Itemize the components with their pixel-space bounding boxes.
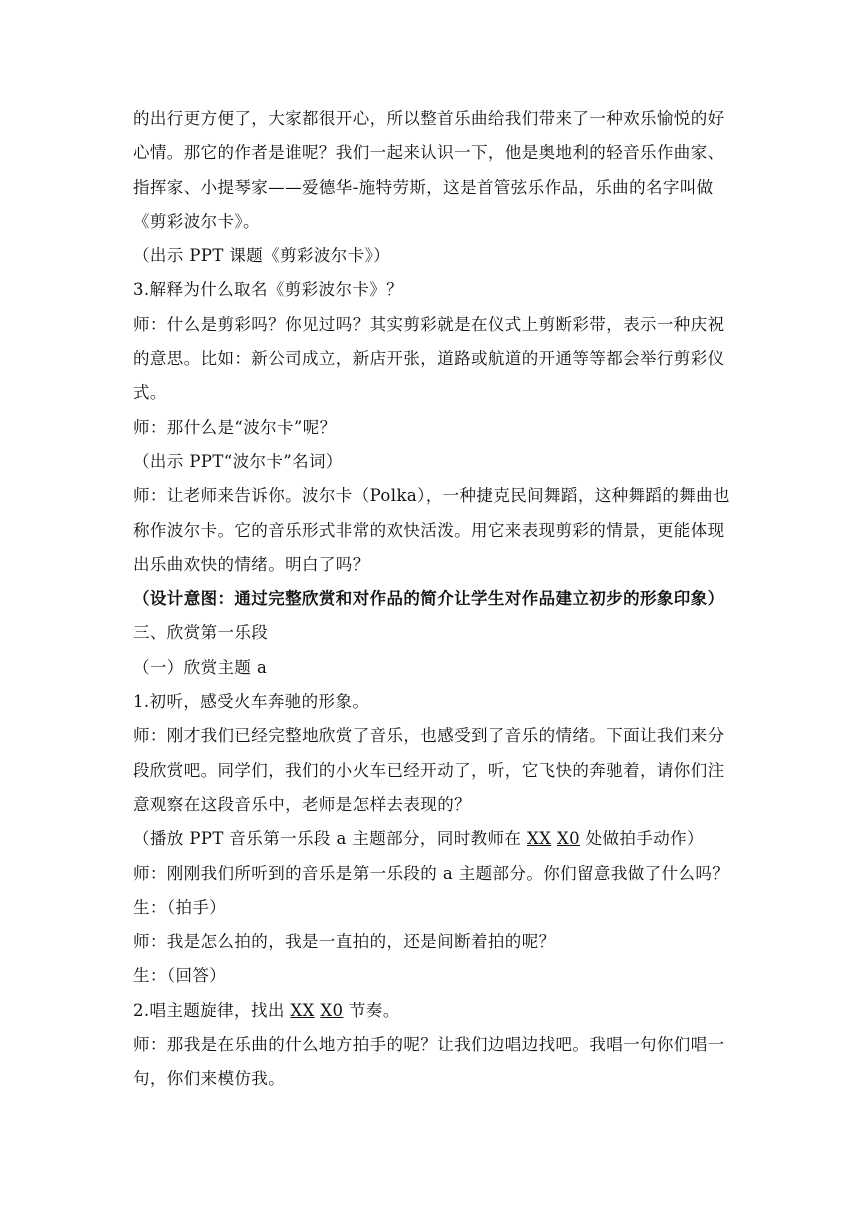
paragraph: 师：什么是剪彩吗？你见过吗？其实剪彩就是在仪式上剪断彩带，表示一种庆祝的意思。比如：新公司成立，新店开张，道路或航道的开通等等都会举行剪彩仪式。	[133, 314, 725, 403]
heading-explain-title: 3.解释为什么取名《剪彩波尔卡》？	[133, 280, 404, 300]
paragraph: 师：那我是在乐曲的什么地方拍手的呢？让我们边唱边找吧。我唱一句你们唱一句，你们来模仿我。	[133, 1035, 725, 1089]
rhythm-xx: XX	[290, 1000, 315, 1020]
subsection-heading: （一）欣赏主题 a	[133, 657, 268, 677]
rhythm-xx: XX	[526, 829, 552, 849]
text-run: （播放 PPT 音乐第一乐段 a 主题部分，同时教师在	[133, 829, 527, 849]
step-heading: 1.初听，感受火车奔驰的形象。	[133, 692, 370, 712]
paragraph: 师：那什么是“波尔卡”呢？	[133, 417, 337, 437]
paragraph: （出示 PPT“波尔卡”名词）	[133, 451, 343, 471]
stage-direction	[133, 822, 733, 856]
paragraph: 的出行更方便了，大家都很开心，所以整首乐曲给我们带来了一种欢乐愉悦的好心情。那它的作者是谁呢？我们一起来认识一下，他是奥地利的轻音乐作曲家、指挥家、小提琴家——爱德华-施特劳斯，这是首管弦乐作品，乐曲的名字叫做《剪彩波尔卡》。	[133, 109, 725, 231]
paragraph: 生：（回答）	[133, 966, 227, 986]
paragraph: 师：刚才我们已经完整地欣赏了音乐，也感受到了音乐的情绪。下面让我们来分段欣赏吧。同学们，我们的小火车已经开动了，听，它飞快的奔驰着，请你们注意观察在这段音乐中，老师是怎样去表现的？	[133, 726, 725, 814]
text-run: 处做拍手动作）	[579, 829, 704, 849]
paragraph: 师：刚刚我们所听到的音乐是第一乐段的 a 主题部分。你们留意我做了什么吗？	[133, 863, 730, 883]
text-run: 节奏。	[343, 1000, 400, 1020]
paragraph: 生：（拍手）	[133, 897, 227, 917]
step-heading	[133, 994, 733, 1028]
paragraph: 师：让老师来告诉你。波尔卡（Polka），一种捷克民间舞蹈，这种舞蹈的舞曲也称作波尔卡。它的音乐形式非常的欢快活泼。用它来表现剪彩的情景，更能体现出乐曲欢快的情绪。明白了吗？	[133, 486, 730, 574]
paragraph: （出示 PPT 课题《剪彩波尔卡》）	[133, 246, 391, 266]
rhythm-x0: X0	[320, 1000, 344, 1020]
design-intent-note: （设计意图：通过完整欣赏和对作品的简介让学生对作品建立初步的形象印象）	[133, 589, 725, 609]
paragraph: 师：我是怎么拍的，我是一直拍的，还是间断着拍的呢？	[133, 932, 556, 952]
rhythm-x0: X0	[556, 829, 580, 849]
document-body	[133, 102, 733, 1097]
section-heading: 三、欣赏第一乐段	[133, 623, 269, 643]
text-run: 2.唱主题旋律，找出	[133, 1000, 291, 1020]
